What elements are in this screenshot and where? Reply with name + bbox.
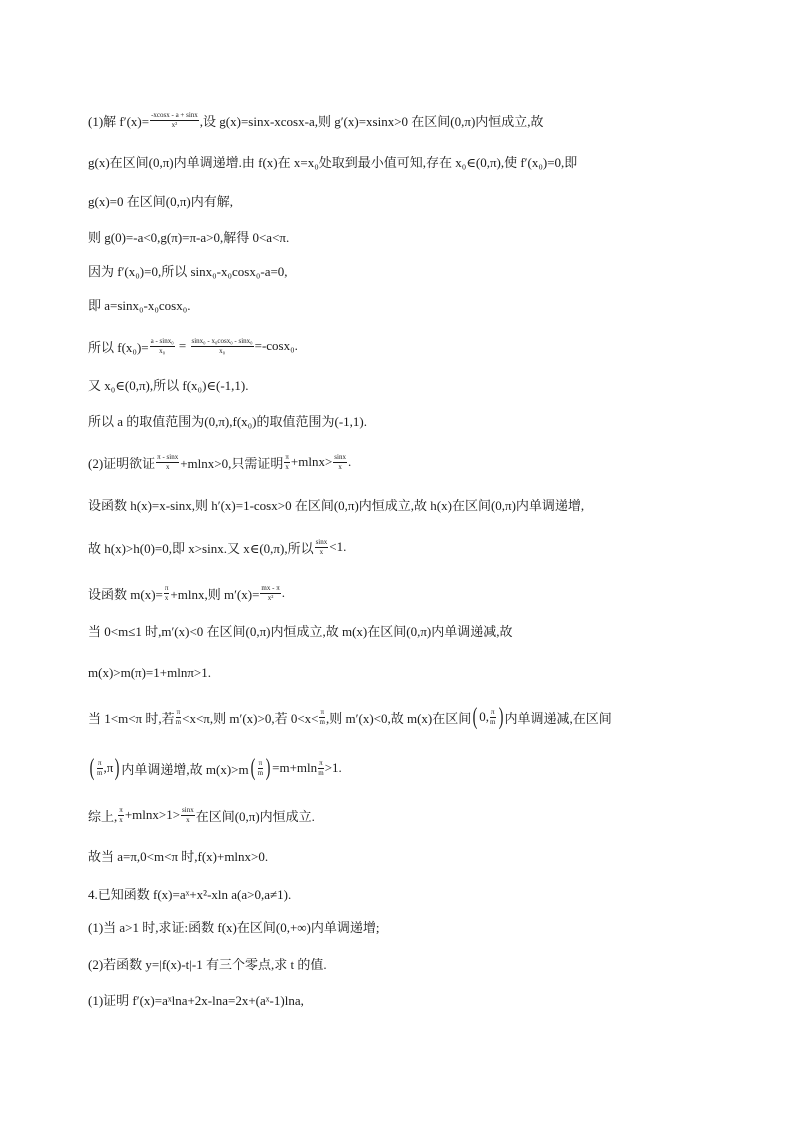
text-run: g(x)=0 在区间(0,π)内有解, (88, 193, 233, 209)
fraction (284, 454, 290, 471)
text-run: 当 1<m<π 时,若 (88, 710, 175, 726)
text-run: 又 x₀∈(0,π),所以 f(x₀)∈(-1,1). (88, 377, 249, 393)
fraction-denominator: x (285, 462, 289, 471)
text-run: <x<π,则 m′(x)>0,若 0<x< (182, 710, 319, 726)
fraction-denominator: x (119, 815, 123, 824)
text-run: (1)解 f′(x)= (88, 113, 150, 129)
text-run: <1. (329, 539, 347, 554)
large-parenthesis: ( (89, 755, 95, 781)
fraction-denominator: x² (267, 593, 274, 602)
fraction (97, 760, 103, 777)
text-run: +mlnx,则 m′(x)= (170, 586, 260, 602)
fraction (191, 338, 254, 355)
text-line (88, 492, 584, 516)
text-line (88, 881, 291, 905)
fraction-numerator: sinx₀ - x₀cosx₀ - sinx₀ (191, 336, 253, 345)
text-line (88, 705, 612, 729)
text-run: =-cosx₀. (254, 338, 298, 353)
fraction-numerator: π (176, 707, 181, 716)
fraction-numerator: a - sinx₀ (150, 336, 174, 345)
text-run: 因为 f′(x₀)=0,所以 sinx₀-x₀cosx₀-a=0, (88, 263, 288, 279)
large-parenthesis: ) (498, 704, 503, 730)
fraction-numerator: π (319, 758, 323, 767)
text-run: (2)若函数 y=|f(x)-t|-1 有三个零点,求 t 的值. (88, 956, 327, 972)
text-line (88, 756, 342, 780)
text-run: +mlnx> (290, 454, 333, 469)
text-run: 故当 a=π,0<m<π 时,f(x)+mlnx>0. (88, 848, 269, 864)
text-run: 内单调递增,故 m(x)>m (121, 761, 249, 777)
fraction (118, 807, 124, 824)
text-run: g(x)在区间(0,π)内单调递增.由 f(x)在 x=x₀处取到最小值可知,存在 x₀∈(0,π),使 f′(x₀)=0,即 (88, 154, 578, 170)
text-line (88, 535, 346, 559)
large-parenthesis: ) (265, 755, 271, 781)
text-line (88, 951, 327, 975)
text-run: ,设 g(x)=sinx-xcosx-a,则 g′(x)=xsinx>0 在区间(0,π)内恒成立,故 (199, 113, 544, 129)
large-parenthesis: ( (250, 755, 255, 781)
text-run: m(x)>m(π)=1+mlnπ>1. (88, 665, 211, 680)
fraction (181, 807, 195, 824)
fraction-numerator: sinx (315, 537, 328, 546)
text-line (88, 987, 304, 1011)
fraction (333, 454, 347, 471)
fraction (164, 585, 170, 602)
fraction-denominator: x (164, 593, 169, 602)
fraction (150, 112, 199, 129)
text-run: ,π (103, 760, 114, 775)
text-line (88, 292, 191, 316)
fraction (156, 454, 179, 471)
text-run: 综上, (88, 808, 118, 824)
text-line (88, 843, 268, 867)
text-line (88, 149, 577, 173)
fraction-denominator: x (319, 547, 324, 556)
text-line (88, 408, 367, 432)
text-line (88, 334, 298, 358)
fraction-denominator: m (175, 717, 182, 726)
large-parenthesis: ) (114, 755, 120, 781)
fraction-denominator: x (338, 462, 342, 471)
text-run: ,则 m′(x)<0,故 m(x)在区间 (326, 710, 472, 726)
fraction-denominator: x² (171, 120, 178, 129)
text-run: 所以 a 的取值范围为(0,π),f(x₀)的取值范围为(-1,1). (88, 413, 367, 429)
text-line (88, 258, 288, 282)
fraction-numerator: π (164, 583, 169, 592)
text-run: =m+mln (272, 760, 318, 775)
text-run: . (347, 454, 352, 469)
text-run: 故 h(x)>h(0)=0,即 x>sinx.又 x∈(0,π),所以 (88, 540, 314, 556)
fraction-denominator: m (257, 768, 264, 777)
text-run: 当 0<m≤1 时,m′(x)<0 在区间(0,π)内恒成立,故 m(x)在区间(0,π)内单调递减,故 (88, 623, 513, 639)
text-run: 则 g(0)=-a<0,g(π)=π-a>0,解得 0<a<π. (88, 229, 290, 245)
fraction (150, 338, 175, 355)
text-run: +mlnx>0,只需证明 (180, 455, 284, 471)
text-run: 设函数 m(x)= (88, 586, 163, 602)
text-line (88, 803, 315, 827)
text-line (88, 372, 249, 396)
fraction-numerator: sinx (334, 452, 346, 461)
fraction-denominator: m (97, 768, 103, 777)
text-run: 即 a=sinx₀-x₀cosx₀. (88, 297, 191, 313)
text-run: 设函数 h(x)=x-sinx,则 h′(x)=1-cosx>0 在区间(0,π)内恒成立,故 h(x)在区间(0,π)内单调递增, (88, 497, 585, 513)
text-run: 0, (479, 709, 489, 724)
text-run: = (175, 338, 190, 353)
fraction-numerator: π (119, 805, 123, 814)
text-line (88, 450, 351, 474)
fraction-numerator: π (320, 707, 325, 716)
fraction-denominator: m (490, 717, 496, 726)
fraction (258, 760, 264, 777)
text-run: (2)证明欲证 (88, 455, 156, 471)
fraction (260, 585, 280, 602)
text-run: 4.已知函数 f(x)=aˣ+x²-xln a(a>0,a≠1). (88, 886, 292, 902)
fraction-denominator: x₀ (159, 346, 166, 355)
text-run: (1)证明 f′(x)=aˣlna+2x-lna=2x+(aˣ-1)lna, (88, 992, 304, 1008)
fraction (315, 539, 329, 556)
fraction-numerator: -xcosx - a + sinx (151, 110, 198, 119)
large-parenthesis: ( (472, 704, 478, 730)
fraction-numerator: π (98, 758, 102, 767)
fraction-denominator: x₀ (219, 346, 226, 355)
fraction-numerator: π (285, 452, 289, 461)
text-line (88, 661, 211, 685)
text-line (88, 581, 285, 605)
fraction (318, 760, 324, 777)
text-run: 在区间(0,π)内恒成立. (195, 808, 315, 824)
fraction-numerator: π (491, 707, 495, 716)
fraction (176, 709, 182, 726)
fraction (490, 709, 496, 726)
fraction-numerator: mx - π (261, 583, 280, 592)
text-run: 所以 f(x₀)= (88, 339, 149, 355)
text-run: +mlnx>1> (124, 807, 181, 822)
text-line (88, 188, 233, 212)
fraction-denominator: m (319, 717, 325, 726)
fraction (319, 709, 325, 726)
fraction-denominator: x (186, 815, 190, 824)
text-run: 内单调递减,在区间 (504, 710, 612, 726)
fraction-denominator: m (318, 768, 324, 777)
text-line (88, 914, 379, 938)
fraction-denominator: x (165, 462, 170, 471)
fraction-numerator: sinx (182, 805, 194, 814)
text-line (88, 224, 289, 248)
text-run: . (281, 585, 285, 600)
fraction-numerator: π - sinx (157, 452, 179, 461)
fraction-numerator: π (258, 758, 263, 767)
text-run: (1)当 a>1 时,求证:函数 f(x)在区间(0,+∞)内单调递增; (88, 919, 380, 935)
text-line (88, 618, 513, 642)
text-line (88, 108, 544, 132)
text-run: >1. (324, 760, 342, 775)
